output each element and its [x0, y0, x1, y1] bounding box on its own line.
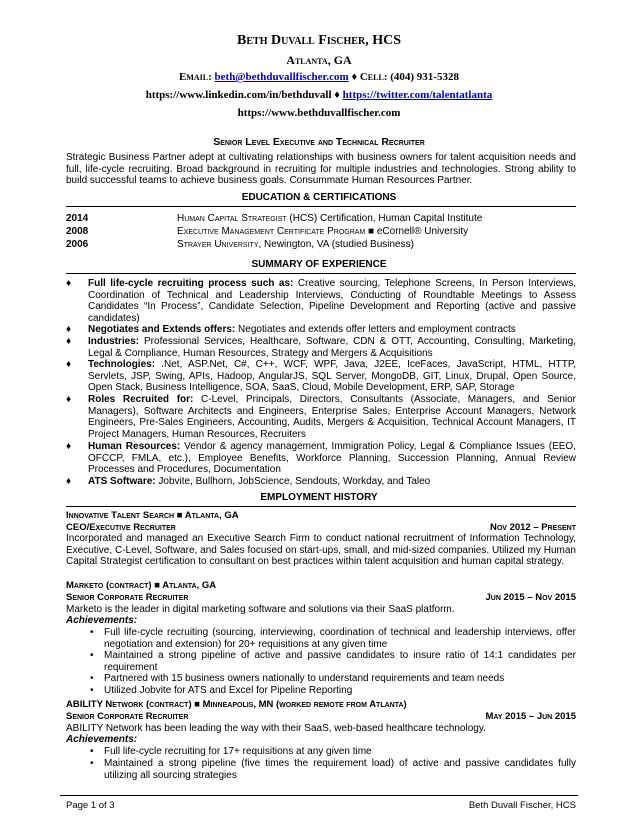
job-description: Incorporated and managed an Executive Search Firm to conduct national recruitment of Information Technology, Executive, C-Level, Software, and Sales focused on start-ups, small, and mid-sized companies. Utilized my Human Capital Strategist certification to consultant on best practices within talent acquisition and human capital strategy.	[66, 533, 576, 568]
education-name: Strayer University	[177, 239, 259, 250]
bullet-label: Human Resources:	[88, 441, 181, 452]
diamond-bullet-icon: ♦	[66, 278, 72, 289]
bullet-label: Technologies:	[88, 359, 156, 370]
email-link[interactable]: beth@bethduvallfischer.com	[214, 71, 349, 83]
summary-bullet	[66, 394, 576, 440]
job-title: CEO/Executive Recruiter	[66, 522, 176, 533]
achievement-item: • Maintained a strong pipeline of active and passive candidates to insure ratio of 14:1 candidates per requirement	[90, 650, 576, 673]
twitter-link[interactable]: https://twitter.com/talentatlanta	[342, 89, 493, 101]
bullet-label: Negotiates and Extends offers:	[88, 324, 236, 335]
job-title-row	[66, 592, 576, 603]
job-dates: May 2015 – Jun 2015	[485, 711, 576, 722]
bullet-text: Professional Services, Healthcare, Software, CDN & OTT, Accounting, Consulting, Marketing, Legal & Compliance, Human Resources, Strategy and Mergers & Acquisitions	[88, 336, 576, 359]
job-description: Marketo is the leader in digital marketing software and solutions via their SaaS platform.	[66, 604, 455, 615]
education-name: Human Capital Strategist	[177, 213, 287, 224]
contact-line	[0, 71, 638, 83]
job-company: Innovative Talent Search ■ Atlanta, GA	[66, 510, 239, 521]
achievement-item: • Full life-cycle recruiting for 17+ requisitions at any given time	[90, 746, 372, 757]
achievements-label: Achievements:	[66, 734, 138, 745]
achievement-item: • Partnered with 15 business owners nationally to understand requirements and team needs	[90, 673, 505, 684]
bullet-label: ATS Software:	[88, 476, 156, 487]
job-title: Senior Corporate Recruiter	[66, 592, 189, 603]
job-dates: Nov 2012 – Present	[489, 522, 576, 533]
diamond-bullet-icon: ♦	[66, 441, 72, 452]
diamond-separator-icon: ♦	[351, 71, 358, 83]
bullet-icon: •	[90, 758, 94, 769]
bullet-label: Industries:	[88, 336, 140, 347]
diamond-bullet-icon: ♦	[66, 394, 72, 405]
headline: Senior Level Executive and Technical Recruiter	[213, 136, 425, 148]
footer-divider	[60, 795, 578, 796]
social-line	[0, 89, 638, 101]
achievement-item: • Maintained a strong pipeline (five times the requirement load) of active and passive candidates fully utilizing all sourcing strategies	[90, 758, 576, 781]
summary-bullet	[66, 441, 576, 476]
bullet-text: Jobvite, Bullhorn, JobScience, Sendouts, Workday, and Taleo	[155, 476, 431, 487]
bullet-text: Creative sourcing, Telephone Screens, In Person Interviews, Coordination of Technical and Leadership Interviews, Conducting of Roundtable Meetings to Assess Candidates “In Process”, Candidate Selection, Pipeline Development and Reporting (active and passive candidates)	[88, 278, 577, 324]
education-detail: , Newington, VA (studied Business)	[258, 239, 414, 250]
diamond-bullet-icon: ♦	[66, 324, 72, 335]
experience-summary-heading: SUMMARY OF EXPERIENCE	[251, 259, 387, 270]
email-label: Email:	[179, 71, 212, 83]
linkedin-url: https://www.linkedin.com/in/bethduvall	[145, 89, 332, 101]
education-detail: (HCS) Certification, Human Capital Institute	[286, 213, 483, 224]
bullet-icon: •	[90, 673, 94, 684]
section-divider	[66, 206, 576, 207]
cell-number: (404) 931-5328	[390, 71, 459, 83]
bullet-text: Vendor & agency management, Immigration Policy, Legal & Compliance Issues (EEO, OFCCP, FMLA, etc.), Employee Benefits, Workforce Planning, Succession Planning, Annual Review Processes and Procedures, Documentation	[88, 441, 576, 476]
job-company: Marketo (contract) ■ Atlanta, GA	[66, 580, 217, 591]
job-dates: Jun 2015 – Nov 2015	[485, 592, 576, 603]
bullet-text: .Net, ASP.Net, C#, C++, WCF, WPF, Java, J2EE, IceFaces, JavaScript, HTML, HTTP, Servlets, JSP, Swing, APIs, Hadoop, AngularJS, SQL Server, MongoDB, GIT, Linux, Drupal, Open Source, Open Stack, Business Intelligence, SOA, SaaS, Cloud, Mobile Development, ERP, SAP, Storage	[88, 359, 576, 394]
achievements-label: Achievements:	[66, 615, 138, 626]
candidate-name: Beth Duvall Fischer, HCS	[237, 33, 401, 48]
bullet-text: C-Level, Principals, Directors, Consultants (Associate, Managers, and Senior Managers), Software Architects and Engineers, Enterprise Sales, Enterprise Account Managers, Network Engineers, Pre-Sales Engineers, Accounting, Audits, Mergers & Acquisition, Technical Account Managers, IT Project Managers, Human Resources, Recruiters	[88, 394, 576, 440]
bullet-icon: •	[90, 685, 94, 696]
education-year: 2006	[66, 239, 89, 250]
achievement-item: • Full life-cycle recruiting (sourcing, interviewing, coordination of technical and leadership interviews, offer negotiation and extension) for 20+ requisitions at any given time	[90, 627, 576, 650]
bullet-icon: •	[90, 627, 94, 638]
section-divider	[66, 273, 576, 274]
diamond-bullet-icon: ♦	[66, 359, 72, 370]
candidate-location: Atlanta, GA	[286, 53, 352, 67]
summary-bullet	[66, 476, 576, 488]
page-number: Page 1 of 3	[66, 800, 115, 811]
education-year: 2014	[66, 213, 89, 224]
summary-bullet	[66, 359, 576, 394]
job-title: Senior Corporate Recruiter	[66, 711, 189, 722]
section-divider	[66, 506, 576, 507]
bullet-icon: •	[90, 650, 94, 661]
job-title-row	[66, 711, 576, 722]
education-detail: ■ eCornell® University	[365, 226, 469, 237]
education-year: 2008	[66, 226, 89, 237]
summary-bullet	[66, 336, 576, 359]
bullet-icon: •	[90, 746, 94, 757]
education-heading: EDUCATION & CERTIFICATIONS	[241, 192, 397, 203]
job-company: ABILITY Network (contract) ■ Minneapolis, MN (worked remote from Atlanta)	[66, 699, 407, 710]
website-url: https://www.bethduvallfischer.com	[237, 107, 401, 119]
bullet-label: Full life-cycle recruiting process such as:	[88, 278, 294, 289]
footer-name: Beth Duvall Fischer, HCS	[468, 800, 576, 811]
employment-heading: EMPLOYMENT HISTORY	[260, 492, 378, 503]
summary-bullet	[66, 324, 576, 336]
diamond-separator-icon: ♦	[334, 89, 340, 101]
diamond-bullet-icon: ♦	[66, 476, 72, 487]
bullet-label: Roles Recruited for:	[88, 394, 194, 405]
job-title-row	[66, 522, 576, 533]
bullet-text: Negotiates and extends offer letters and employment contracts	[235, 324, 516, 335]
achievement-item: • Utilized Jobvite for ATS and Excel for Pipeline Reporting	[90, 685, 353, 696]
cell-label: Cell:	[359, 71, 388, 83]
education-name: Executive Management Certificate Program	[177, 226, 366, 237]
summary-bullet	[66, 278, 576, 324]
summary-paragraph: Strategic Business Partner adept at cultivating relationships with business owners for talent acquisition needs and full, life-cycle recruiting. Broad background in recruiting for multiple industries and technologies. Strong ability to build successful teams to achieve business goals. Consummate Human Resources Partner.	[66, 152, 576, 187]
job-description: ABILITY Network has been leading the way with their SaaS, web-based healthcare technology.	[66, 723, 486, 734]
diamond-bullet-icon: ♦	[66, 336, 72, 347]
